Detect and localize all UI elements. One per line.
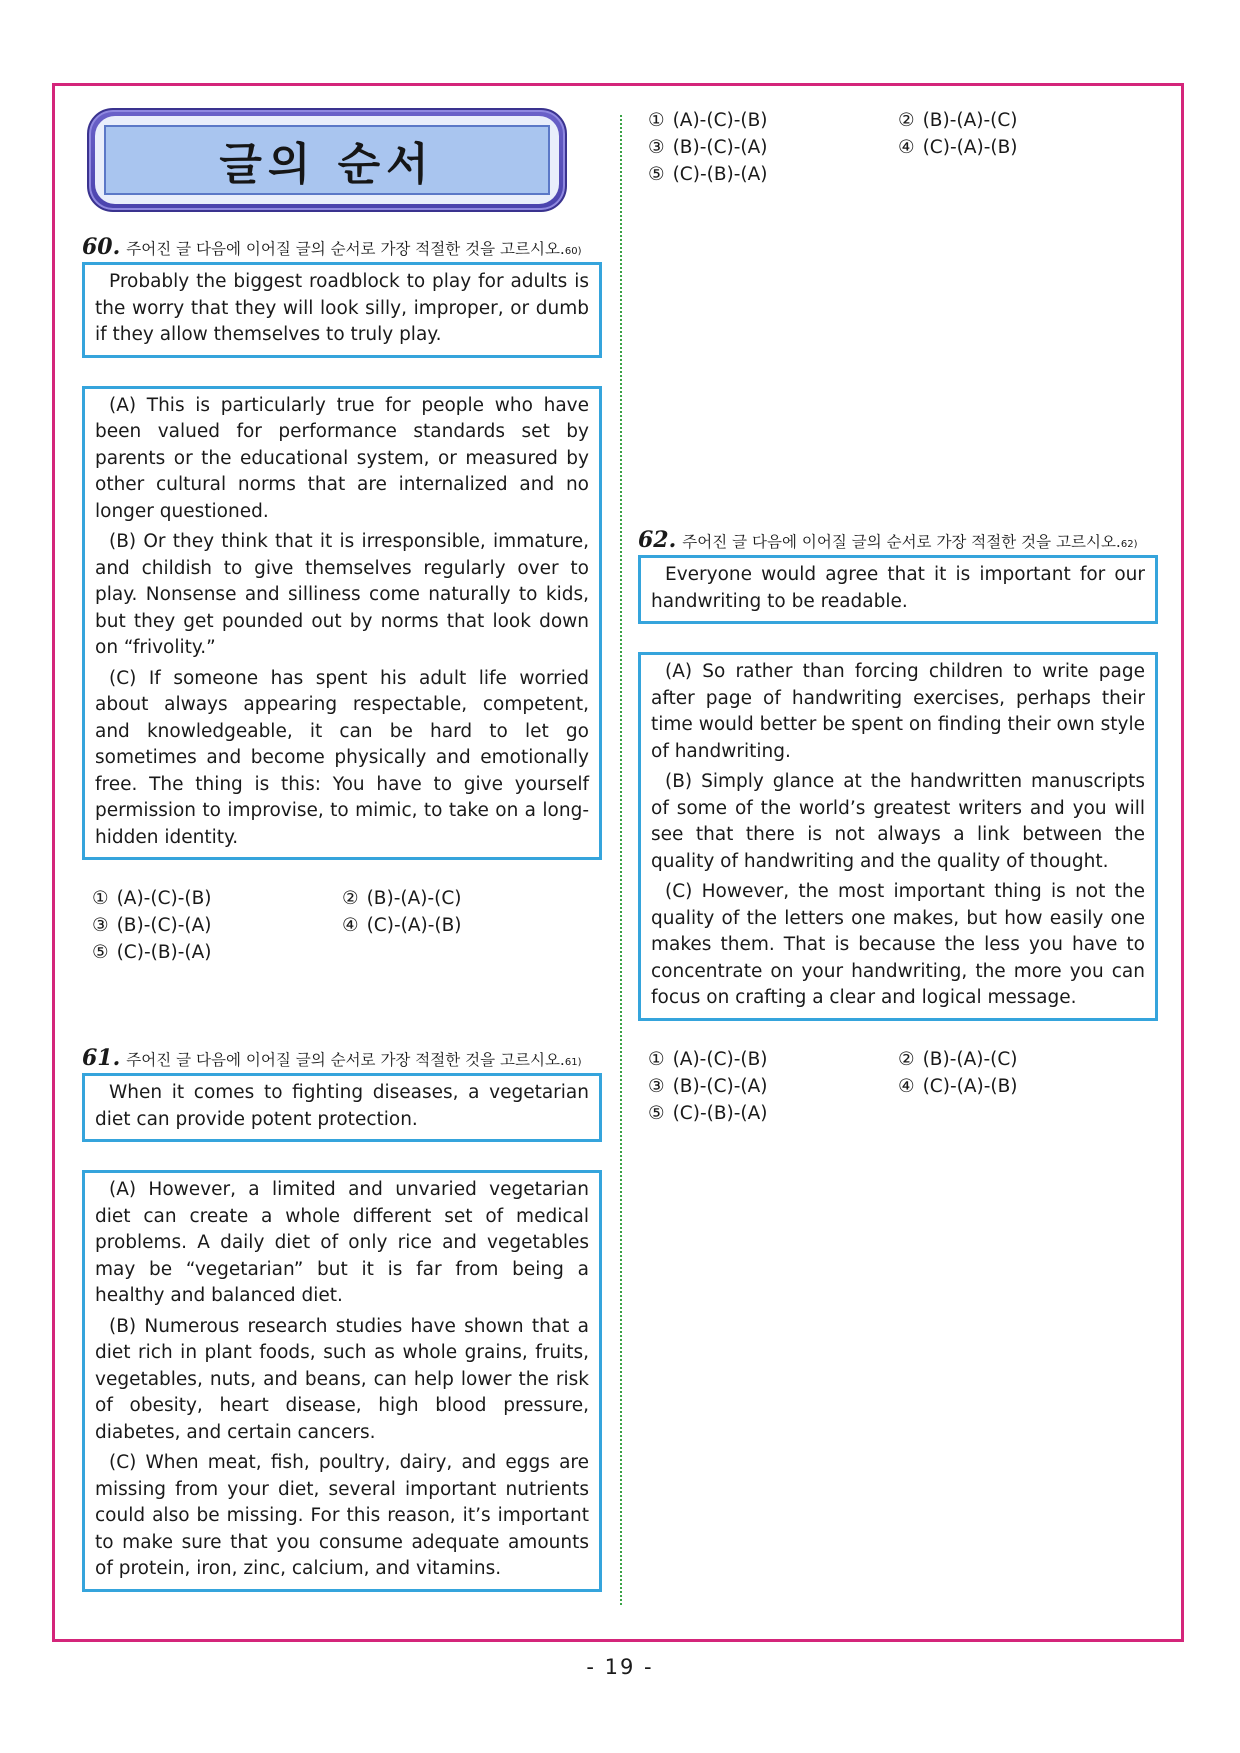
answer-choices-61 bbox=[638, 108, 1158, 187]
section-title-badge bbox=[87, 108, 567, 212]
question-header bbox=[82, 1045, 602, 1071]
passage-c: (C) When meat, fish, poultry, dairy, and eggs are missing from your diet, several important nutrients could also be missing. For this reason, it’s important to make sure that you consume adequate amounts of protein, iron, zinc, calcium, and vitamins. bbox=[95, 1452, 589, 1579]
choice-3[interactable]: ③ (B)-(C)-(A) bbox=[92, 915, 212, 936]
choice-5[interactable]: ⑤ (C)-(B)-(A) bbox=[92, 942, 212, 963]
question-instruction: 주어진 글 다음에 이어질 글의 순서로 가장 적절한 것을 고르시오. bbox=[126, 240, 565, 258]
right-column bbox=[638, 108, 1158, 1126]
choice-5[interactable]: ⑤ (C)-(B)-(A) bbox=[648, 1102, 768, 1124]
passage-a: (A) This is particularly true for people who have been valued for performance standards set by parents or the educational system, or measured by other cultural norms that are internalized and no longer questioned. bbox=[95, 394, 589, 522]
given-passage bbox=[82, 262, 602, 358]
passage-c: (C) If someone has spent his adult life worried about always appearing respectable, competent, and knowledgeable, it can be hard to let go sometimes and become physically and emotionally free. The thing is this: You have to give yourself permission to improvise, to mimic, to take on a long-hidden identity. bbox=[95, 667, 589, 848]
choice-3[interactable]: ③ (B)-(C)-(A) bbox=[648, 1075, 768, 1097]
footnote-ref: 62) bbox=[1120, 539, 1138, 550]
ordering-passages bbox=[82, 386, 602, 861]
question-number: 61. bbox=[82, 1045, 121, 1071]
question-number: 62. bbox=[638, 527, 677, 553]
footnote-ref: 61) bbox=[564, 1057, 582, 1068]
question-instruction: 주어진 글 다음에 이어질 글의 순서로 가장 적절한 것을 고르시오. bbox=[682, 533, 1121, 551]
choice-1[interactable]: ① (A)-(C)-(B) bbox=[92, 888, 212, 909]
passage-c: (C) However, the most important thing is not the quality of the letters one makes, but how easily one makes them. That is because the less you have to concentrate on your handwriting, the more you can focus on crafting a clear and logical message. bbox=[651, 881, 1145, 1008]
choice-4[interactable]: ④ (C)-(A)-(B) bbox=[342, 915, 462, 936]
ordering-passages bbox=[638, 652, 1158, 1021]
passage-b: (B) Simply glance at the handwritten manuscripts of some of the world’s greatest writers and you will see that there is not always a link between the quality of handwriting and the quality of thought. bbox=[651, 771, 1145, 872]
answer-choices bbox=[638, 1047, 1158, 1126]
question-header bbox=[638, 527, 1158, 553]
given-text: When it comes to fighting diseases, a vegetarian diet can provide potent protection. bbox=[95, 1082, 589, 1130]
question-number: 60. bbox=[82, 234, 121, 260]
passage-a: (A) However, a limited and unvaried vegetarian diet can create a whole different set of medical problems. A daily diet of only rice and vegetables may be “vegetarian” but it is far from being a healthy and balanced diet. bbox=[95, 1179, 589, 1306]
question-instruction: 주어진 글 다음에 이어질 글의 순서로 가장 적절한 것을 고르시오. bbox=[126, 1051, 565, 1069]
question-61 bbox=[82, 1045, 602, 1592]
question-62 bbox=[638, 527, 1158, 1126]
ordering-passages bbox=[82, 1170, 602, 1592]
choice-1[interactable]: ① (A)-(C)-(B) bbox=[648, 110, 768, 131]
section-title: 글의 순서 bbox=[219, 139, 435, 190]
passage-b: (B) Or they think that it is irresponsible, immature, and childish to give themselves regularly over to play. Nonsense and silliness come naturally to kids, but they get pounded out by norms that look down on “frivolity.” bbox=[95, 531, 589, 658]
column-divider bbox=[620, 115, 622, 1605]
passage-b: (B) Numerous research studies have shown that a diet rich in plant foods, such as whole grains, fruits, vegetables, nuts, and beans, can help lower the risk of obesity, heart disease, high blood pressure, diabetes, and certain cancers. bbox=[95, 1315, 589, 1443]
given-passage bbox=[82, 1073, 602, 1142]
choice-1[interactable]: ① (A)-(C)-(B) bbox=[648, 1048, 768, 1070]
given-text: Everyone would agree that it is important for our handwriting to be readable. bbox=[651, 564, 1145, 612]
footnote-ref: 60) bbox=[564, 246, 582, 257]
left-column bbox=[82, 108, 602, 1592]
given-text: Probably the biggest roadblock to play for adults is the worry that they will look silly, improper, or dumb if they allow themselves to truly play. bbox=[95, 271, 589, 345]
given-passage bbox=[638, 555, 1158, 624]
choice-5[interactable]: ⑤ (C)-(B)-(A) bbox=[648, 164, 768, 185]
page-number: - 19 - bbox=[586, 1655, 654, 1679]
choice-2[interactable]: ② (B)-(A)-(C) bbox=[898, 1048, 1018, 1070]
passage-a: (A) So rather than forcing children to write page after page of handwriting exercises, perhaps their time would better be spent on finding their own style of handwriting. bbox=[651, 661, 1145, 762]
answer-choices bbox=[82, 886, 602, 965]
choice-4[interactable]: ④ (C)-(A)-(B) bbox=[898, 137, 1018, 158]
choice-2[interactable]: ② (B)-(A)-(C) bbox=[898, 110, 1018, 131]
question-header bbox=[82, 234, 602, 260]
choice-2[interactable]: ② (B)-(A)-(C) bbox=[342, 888, 462, 909]
question-60 bbox=[82, 234, 602, 965]
choice-3[interactable]: ③ (B)-(C)-(A) bbox=[648, 137, 768, 158]
choice-4[interactable]: ④ (C)-(A)-(B) bbox=[898, 1075, 1018, 1097]
